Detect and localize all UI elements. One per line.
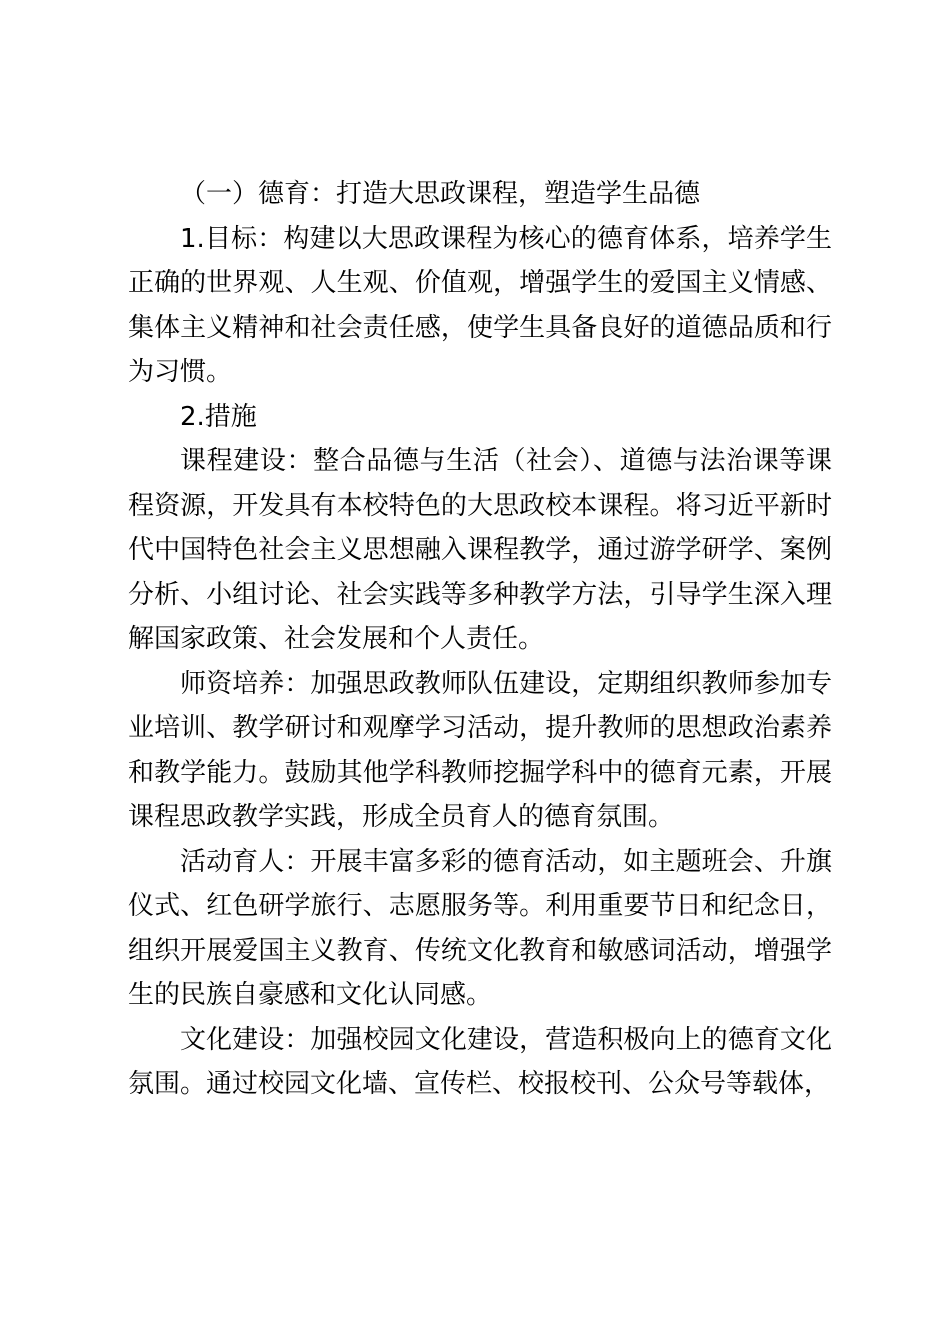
document-page: [128, 172, 832, 1107]
goal-paragraph: 1.目标：构建以大思政课程为核心的德育体系，培养学生正确的世界观、人生观、价值观，增强学生的爱国主义情感、集体主义精神和社会责任感，使学生具备良好的道德品质和行为习惯。: [128, 223, 832, 387]
section-heading: （一）德育：打造大思政课程，塑造学生品德: [180, 179, 701, 209]
curriculum-paragraph: 课程建设：整合品德与生活（社会）、道德与法治课等课程资源，开发具有本校特色的大思政校本课程。将习近平新时代中国特色社会主义思想融入课程教学，通过游学研学、案例分析、小组讨论、社会实践等多种教学方法，引导学生深入理解国家政策、社会发展和个人责任。: [128, 446, 832, 654]
teacher-training-paragraph: 师资培养：加强思政教师队伍建设，定期组织教师参加专业培训、教学研讨和观摩学习活动，提升教师的思想政治素养和教学能力。鼓励其他学科教师挖掘学科中的德育元素，开展课程思政教学实践，形成全员育人的德育氛围。: [128, 668, 832, 832]
measures-heading: 2.措施: [180, 401, 257, 432]
culture-paragraph: 文化建设：加强校园文化建设，营造积极向上的德育文化氛围。通过校园文化墙、宣传栏、校报校刊、公众号等载体，: [128, 1024, 832, 1099]
activities-paragraph: 活动育人：开展丰富多彩的德育活动，如主题班会、升旗仪式、红色研学旅行、志愿服务等。利用重要节日和纪念日，组织开展爱国主义教育、传统文化教育和敏感词活动，增强学生的民族自豪感和文化认同感。: [128, 846, 832, 1010]
